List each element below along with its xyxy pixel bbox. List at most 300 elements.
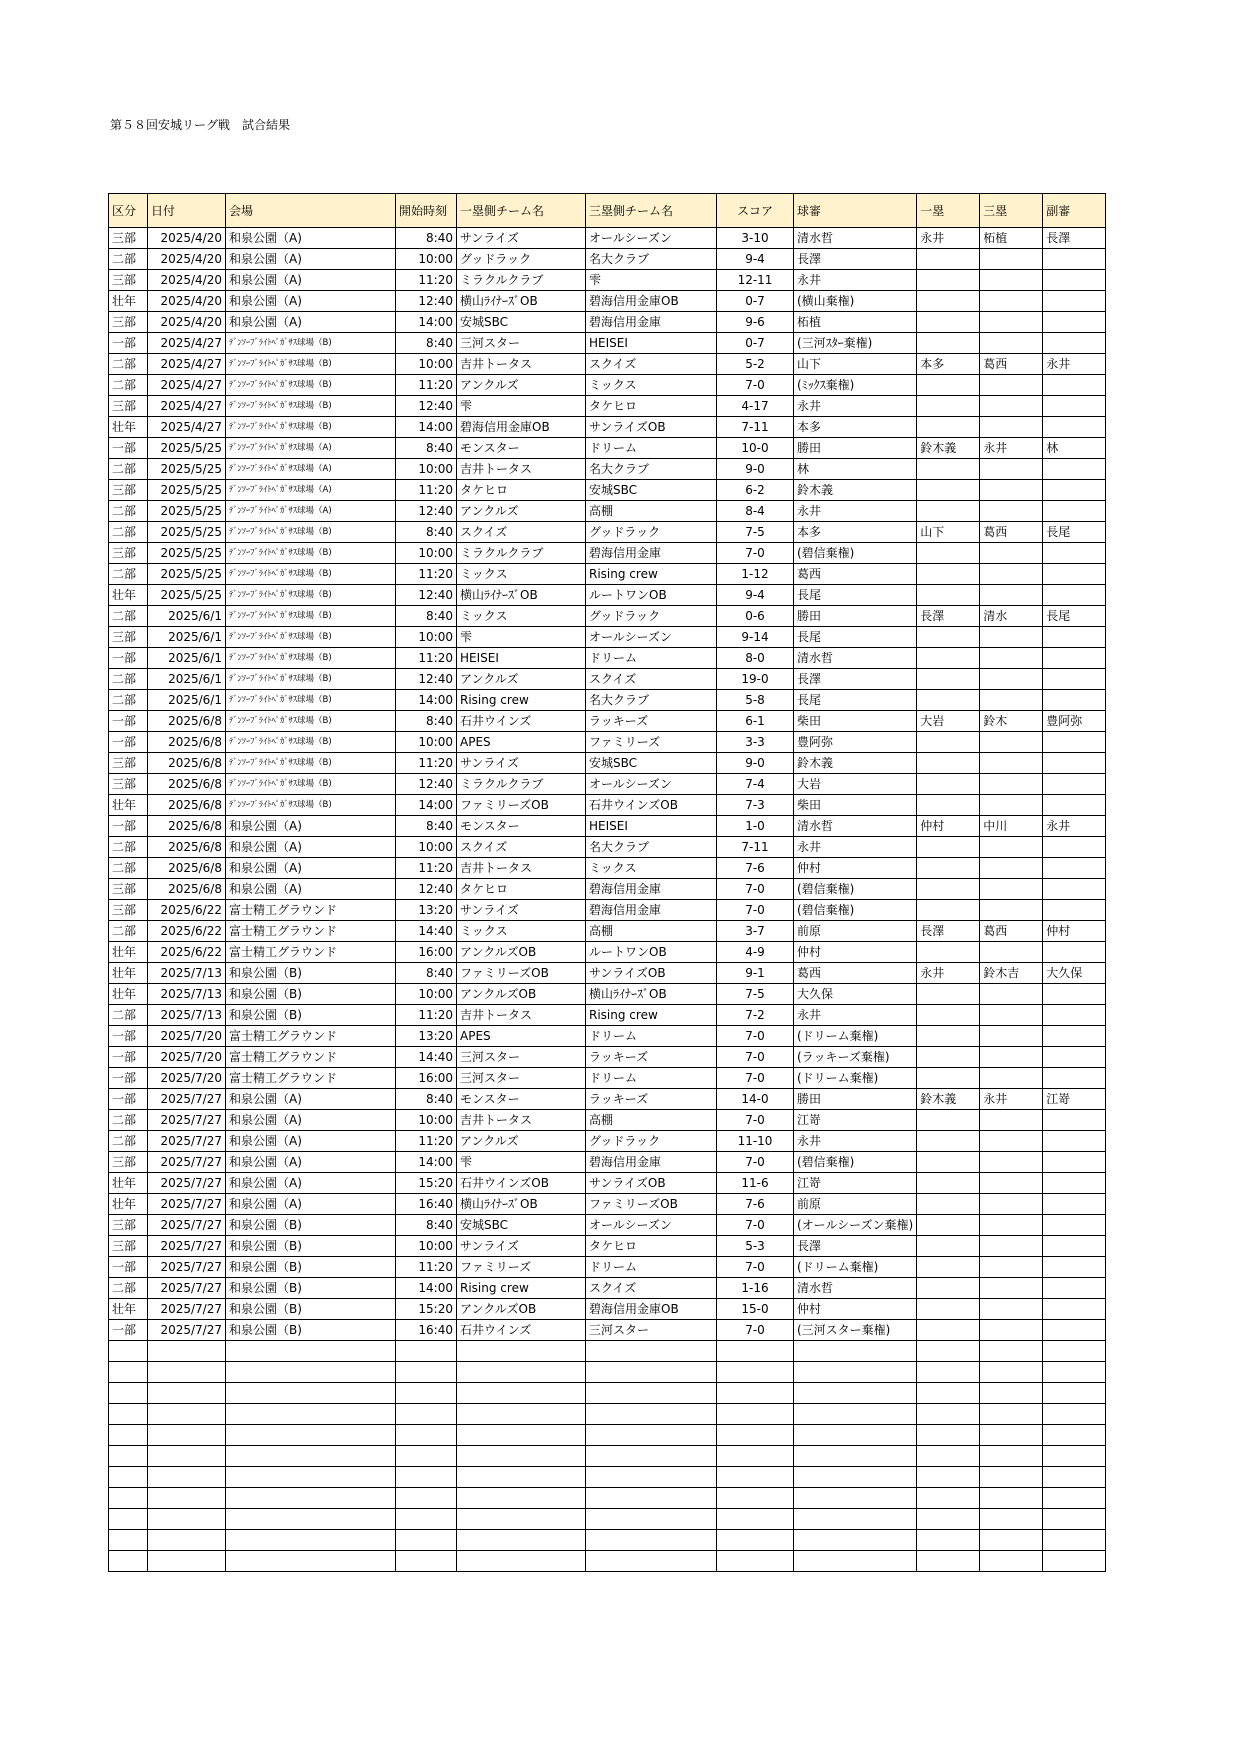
- third-umpire-cell: 柘植: [980, 228, 1043, 249]
- empty-row: [109, 1362, 1106, 1383]
- date-cell: 2025/6/8: [148, 774, 226, 795]
- division-cell: 二部: [109, 1005, 148, 1026]
- division-cell: 三部: [109, 1215, 148, 1236]
- empty-cell: [917, 1551, 980, 1572]
- first-umpire-cell: [917, 900, 980, 921]
- first-umpire-cell: [917, 648, 980, 669]
- date-cell: 2025/7/27: [148, 1299, 226, 1320]
- table-row: [109, 795, 1106, 816]
- date-cell: 2025/7/27: [148, 1152, 226, 1173]
- third-umpire-cell: [980, 858, 1043, 879]
- empty-cell: [148, 1509, 226, 1530]
- venue-cell: 和泉公園（B): [226, 1278, 396, 1299]
- score-cell: 7-0: [717, 900, 794, 921]
- page-title: 第５８回安城リーグ戦 試合結果: [110, 118, 291, 132]
- first-umpire-cell: [917, 291, 980, 312]
- first-umpire-cell: [917, 1257, 980, 1278]
- score-cell: 7-0: [717, 1047, 794, 1068]
- date-cell: 2025/7/27: [148, 1194, 226, 1215]
- third-umpire-cell: [980, 1026, 1043, 1047]
- venue-cell: 富士精工グラウンド: [226, 1068, 396, 1089]
- date-cell: 2025/4/27: [148, 333, 226, 354]
- plate-umpire-cell: 清水哲: [794, 648, 917, 669]
- empty-cell: [586, 1509, 717, 1530]
- sub-umpire-cell: [1043, 669, 1106, 690]
- plate-umpire-cell: 永井: [794, 270, 917, 291]
- division-cell: 三部: [109, 396, 148, 417]
- plate-umpire-cell: 林: [794, 459, 917, 480]
- sub-umpire-cell: 大久保: [1043, 963, 1106, 984]
- first-umpire-cell: [917, 1152, 980, 1173]
- first-umpire-cell: [917, 753, 980, 774]
- sub-umpire-cell: [1043, 879, 1106, 900]
- table-row: [109, 942, 1106, 963]
- table-row: [109, 1257, 1106, 1278]
- empty-cell: [980, 1509, 1043, 1530]
- date-cell: 2025/5/25: [148, 564, 226, 585]
- empty-cell: [980, 1467, 1043, 1488]
- third-base-team-cell: HEISEI: [586, 816, 717, 837]
- sub-umpire-cell: [1043, 984, 1106, 1005]
- first-base-team-cell: 横山ﾗｲﾅｰｽﾞOB: [457, 1194, 586, 1215]
- division-cell: 二部: [109, 1131, 148, 1152]
- third-umpire-cell: [980, 1194, 1043, 1215]
- sub-umpire-cell: [1043, 1320, 1106, 1341]
- sub-umpire-cell: [1043, 543, 1106, 564]
- first-base-team-cell: 横山ﾗｲﾅｰｽﾞOB: [457, 291, 586, 312]
- first-base-team-cell: 雫: [457, 396, 586, 417]
- first-base-team-cell: APES: [457, 1026, 586, 1047]
- plate-umpire-cell: 鈴木義: [794, 753, 917, 774]
- empty-cell: [794, 1509, 917, 1530]
- third-base-team-cell: ファミリーズOB: [586, 1194, 717, 1215]
- division-cell: 壮年: [109, 417, 148, 438]
- score-cell: 5-8: [717, 690, 794, 711]
- date-cell: 2025/6/1: [148, 627, 226, 648]
- plate-umpire-cell: (ﾐｯｸｽ棄権): [794, 375, 917, 396]
- empty-cell: [980, 1383, 1043, 1404]
- venue-cell: 和泉公園（A): [226, 837, 396, 858]
- score-cell: 0-7: [717, 291, 794, 312]
- first-base-team-cell: 吉井トータス: [457, 459, 586, 480]
- sub-umpire-cell: 長尾: [1043, 606, 1106, 627]
- third-base-team-cell: 三河スター: [586, 1320, 717, 1341]
- first-umpire-cell: 永井: [917, 963, 980, 984]
- division-cell: 一部: [109, 648, 148, 669]
- date-cell: 2025/6/1: [148, 669, 226, 690]
- empty-cell: [1043, 1551, 1106, 1572]
- third-base-team-cell: タケヒロ: [586, 1236, 717, 1257]
- empty-cell: [794, 1446, 917, 1467]
- venue-cell: ﾃﾞﾝｿｰﾌﾞﾗｲﾄﾍﾟｶﾞｻｽ球場（A): [226, 480, 396, 501]
- empty-cell: [794, 1488, 917, 1509]
- date-cell: 2025/7/27: [148, 1257, 226, 1278]
- third-base-team-cell: オールシーズン: [586, 774, 717, 795]
- score-cell: 9-0: [717, 459, 794, 480]
- third-umpire-cell: [980, 753, 1043, 774]
- start-time-cell: 8:40: [396, 1089, 457, 1110]
- first-base-team-cell: タケヒロ: [457, 480, 586, 501]
- division-cell: 三部: [109, 1152, 148, 1173]
- table-row: [109, 1320, 1106, 1341]
- empty-cell: [1043, 1404, 1106, 1425]
- third-umpire-cell: 永井: [980, 438, 1043, 459]
- venue-cell: ﾃﾞﾝｿｰﾌﾞﾗｲﾄﾍﾟｶﾞｻｽ球場（B): [226, 396, 396, 417]
- third-umpire-cell: [980, 1236, 1043, 1257]
- empty-cell: [980, 1362, 1043, 1383]
- empty-cell: [148, 1467, 226, 1488]
- plate-umpire-cell: (碧信棄権): [794, 879, 917, 900]
- score-cell: 7-4: [717, 774, 794, 795]
- date-cell: 2025/6/8: [148, 795, 226, 816]
- venue-cell: 和泉公園（A): [226, 1131, 396, 1152]
- start-time-cell: 10:00: [396, 732, 457, 753]
- third-base-team-cell: オールシーズン: [586, 1215, 717, 1236]
- third-base-team-cell: 高棚: [586, 501, 717, 522]
- start-time-cell: 8:40: [396, 438, 457, 459]
- empty-cell: [226, 1467, 396, 1488]
- first-umpire-cell: [917, 564, 980, 585]
- start-time-cell: 8:40: [396, 963, 457, 984]
- first-base-team-cell: アンクルズOB: [457, 984, 586, 1005]
- start-time-cell: 11:20: [396, 375, 457, 396]
- first-umpire-cell: [917, 837, 980, 858]
- table-row: [109, 921, 1106, 942]
- score-cell: 7-3: [717, 795, 794, 816]
- sub-umpire-cell: [1043, 417, 1106, 438]
- table-row: [109, 585, 1106, 606]
- division-cell: 壮年: [109, 291, 148, 312]
- venue-cell: 富士精工グラウンド: [226, 921, 396, 942]
- date-cell: 2025/7/13: [148, 963, 226, 984]
- first-base-team-cell: スクイズ: [457, 837, 586, 858]
- empty-cell: [226, 1509, 396, 1530]
- empty-cell: [226, 1383, 396, 1404]
- score-cell: 6-1: [717, 711, 794, 732]
- plate-umpire-cell: 清水哲: [794, 1278, 917, 1299]
- header-plate-umpire: 球審: [794, 194, 917, 228]
- sub-umpire-cell: [1043, 1026, 1106, 1047]
- score-cell: 14-0: [717, 1089, 794, 1110]
- empty-cell: [109, 1383, 148, 1404]
- empty-cell: [148, 1530, 226, 1551]
- date-cell: 2025/6/8: [148, 711, 226, 732]
- venue-cell: 富士精工グラウンド: [226, 942, 396, 963]
- empty-cell: [148, 1362, 226, 1383]
- start-time-cell: 14:40: [396, 1047, 457, 1068]
- empty-cell: [717, 1467, 794, 1488]
- score-cell: 3-7: [717, 921, 794, 942]
- empty-cell: [1043, 1341, 1106, 1362]
- venue-cell: 和泉公園（A): [226, 858, 396, 879]
- first-umpire-cell: [917, 585, 980, 606]
- plate-umpire-cell: 永井: [794, 396, 917, 417]
- empty-row: [109, 1551, 1106, 1572]
- start-time-cell: 8:40: [396, 522, 457, 543]
- plate-umpire-cell: 永井: [794, 837, 917, 858]
- empty-row: [109, 1530, 1106, 1551]
- third-base-team-cell: 碧海信用金庫: [586, 543, 717, 564]
- empty-cell: [226, 1362, 396, 1383]
- third-base-team-cell: HEISEI: [586, 333, 717, 354]
- start-time-cell: 11:20: [396, 858, 457, 879]
- third-base-team-cell: 名大クラブ: [586, 690, 717, 711]
- table-row: [109, 1110, 1106, 1131]
- venue-cell: ﾃﾞﾝｿｰﾌﾞﾗｲﾄﾍﾟｶﾞｻｽ球場（B): [226, 648, 396, 669]
- score-cell: 9-0: [717, 753, 794, 774]
- venue-cell: 和泉公園（B): [226, 1320, 396, 1341]
- empty-cell: [457, 1551, 586, 1572]
- plate-umpire-cell: 長澤: [794, 1236, 917, 1257]
- date-cell: 2025/6/22: [148, 900, 226, 921]
- empty-cell: [980, 1341, 1043, 1362]
- date-cell: 2025/7/27: [148, 1131, 226, 1152]
- empty-cell: [586, 1425, 717, 1446]
- first-base-team-cell: 三河スター: [457, 333, 586, 354]
- venue-cell: 和泉公園（A): [226, 270, 396, 291]
- empty-row: [109, 1425, 1106, 1446]
- first-base-team-cell: 石井ウインズ: [457, 711, 586, 732]
- division-cell: 壮年: [109, 1173, 148, 1194]
- empty-cell: [717, 1404, 794, 1425]
- start-time-cell: 11:20: [396, 480, 457, 501]
- division-cell: 一部: [109, 1068, 148, 1089]
- plate-umpire-cell: 山下: [794, 354, 917, 375]
- venue-cell: ﾃﾞﾝｿｰﾌﾞﾗｲﾄﾍﾟｶﾞｻｽ球場（B): [226, 564, 396, 585]
- first-umpire-cell: [917, 795, 980, 816]
- empty-cell: [457, 1530, 586, 1551]
- sub-umpire-cell: [1043, 333, 1106, 354]
- date-cell: 2025/6/8: [148, 753, 226, 774]
- table-row: [109, 459, 1106, 480]
- first-base-team-cell: サンライズ: [457, 1236, 586, 1257]
- score-cell: 7-11: [717, 417, 794, 438]
- division-cell: 二部: [109, 249, 148, 270]
- venue-cell: 和泉公園（A): [226, 879, 396, 900]
- empty-cell: [1043, 1530, 1106, 1551]
- empty-cell: [457, 1467, 586, 1488]
- start-time-cell: 11:20: [396, 564, 457, 585]
- venue-cell: ﾃﾞﾝｿｰﾌﾞﾗｲﾄﾍﾟｶﾞｻｽ球場（B): [226, 690, 396, 711]
- first-base-team-cell: モンスター: [457, 816, 586, 837]
- date-cell: 2025/6/8: [148, 732, 226, 753]
- empty-cell: [109, 1341, 148, 1362]
- third-base-team-cell: ドリーム: [586, 1068, 717, 1089]
- date-cell: 2025/6/8: [148, 879, 226, 900]
- venue-cell: ﾃﾞﾝｿｰﾌﾞﾗｲﾄﾍﾟｶﾞｻｽ球場（B): [226, 711, 396, 732]
- venue-cell: ﾃﾞﾝｿｰﾌﾞﾗｲﾄﾍﾟｶﾞｻｽ球場（B): [226, 585, 396, 606]
- third-base-team-cell: 碧海信用金庫OB: [586, 1299, 717, 1320]
- table-row: [109, 900, 1106, 921]
- results-body: [109, 228, 1106, 1572]
- empty-row: [109, 1341, 1106, 1362]
- first-umpire-cell: [917, 774, 980, 795]
- venue-cell: ﾃﾞﾝｿｰﾌﾞﾗｲﾄﾍﾟｶﾞｻｽ球場（B): [226, 627, 396, 648]
- venue-cell: 和泉公園（B): [226, 1257, 396, 1278]
- table-row: [109, 1278, 1106, 1299]
- start-time-cell: 10:00: [396, 354, 457, 375]
- venue-cell: 和泉公園（A): [226, 312, 396, 333]
- plate-umpire-cell: 仲村: [794, 942, 917, 963]
- sub-umpire-cell: 永井: [1043, 816, 1106, 837]
- table-row: [109, 1005, 1106, 1026]
- third-umpire-cell: [980, 543, 1043, 564]
- third-umpire-cell: [980, 984, 1043, 1005]
- third-umpire-cell: 葛西: [980, 522, 1043, 543]
- table-row: [109, 1089, 1106, 1110]
- third-base-team-cell: ルートワンOB: [586, 585, 717, 606]
- table-row: [109, 1068, 1106, 1089]
- empty-cell: [717, 1509, 794, 1530]
- division-cell: 二部: [109, 606, 148, 627]
- plate-umpire-cell: 大岩: [794, 774, 917, 795]
- start-time-cell: 11:20: [396, 1257, 457, 1278]
- third-base-team-cell: Rising crew: [586, 1005, 717, 1026]
- division-cell: 壮年: [109, 585, 148, 606]
- third-base-team-cell: ファミリーズ: [586, 732, 717, 753]
- empty-cell: [917, 1509, 980, 1530]
- third-umpire-cell: [980, 1320, 1043, 1341]
- plate-umpire-cell: (三河スター棄権): [794, 1320, 917, 1341]
- first-base-team-cell: 碧海信用金庫OB: [457, 417, 586, 438]
- empty-cell: [917, 1467, 980, 1488]
- third-base-team-cell: ミックス: [586, 858, 717, 879]
- third-base-team-cell: スクイズ: [586, 354, 717, 375]
- table-row: [109, 879, 1106, 900]
- empty-cell: [1043, 1509, 1106, 1530]
- third-umpire-cell: [980, 375, 1043, 396]
- start-time-cell: 10:00: [396, 1110, 457, 1131]
- score-cell: 8-0: [717, 648, 794, 669]
- score-cell: 5-2: [717, 354, 794, 375]
- score-cell: 0-6: [717, 606, 794, 627]
- plate-umpire-cell: 長澤: [794, 249, 917, 270]
- date-cell: 2025/6/1: [148, 690, 226, 711]
- first-umpire-cell: [917, 690, 980, 711]
- division-cell: 二部: [109, 858, 148, 879]
- empty-cell: [794, 1404, 917, 1425]
- score-cell: 7-0: [717, 375, 794, 396]
- sub-umpire-cell: [1043, 1047, 1106, 1068]
- sub-umpire-cell: [1043, 1152, 1106, 1173]
- date-cell: 2025/4/20: [148, 270, 226, 291]
- division-cell: 一部: [109, 1026, 148, 1047]
- date-cell: 2025/5/25: [148, 438, 226, 459]
- third-umpire-cell: [980, 1110, 1043, 1131]
- start-time-cell: 14:00: [396, 312, 457, 333]
- empty-cell: [148, 1341, 226, 1362]
- first-base-team-cell: 吉井トータス: [457, 1110, 586, 1131]
- third-umpire-cell: [980, 1068, 1043, 1089]
- date-cell: 2025/4/20: [148, 228, 226, 249]
- division-cell: 二部: [109, 564, 148, 585]
- division-cell: 二部: [109, 459, 148, 480]
- table-row: [109, 1131, 1106, 1152]
- first-umpire-cell: [917, 627, 980, 648]
- division-cell: 三部: [109, 627, 148, 648]
- plate-umpire-cell: 葛西: [794, 564, 917, 585]
- third-base-team-cell: 高棚: [586, 1110, 717, 1131]
- date-cell: 2025/7/20: [148, 1068, 226, 1089]
- third-base-team-cell: ミックス: [586, 375, 717, 396]
- plate-umpire-cell: (ドリーム棄権): [794, 1068, 917, 1089]
- score-cell: 8-4: [717, 501, 794, 522]
- start-time-cell: 16:40: [396, 1194, 457, 1215]
- empty-cell: [396, 1530, 457, 1551]
- sub-umpire-cell: [1043, 1173, 1106, 1194]
- empty-cell: [794, 1341, 917, 1362]
- start-time-cell: 12:40: [396, 879, 457, 900]
- table-row: [109, 543, 1106, 564]
- first-umpire-cell: [917, 732, 980, 753]
- empty-row: [109, 1446, 1106, 1467]
- third-base-team-cell: スクイズ: [586, 669, 717, 690]
- division-cell: 二部: [109, 837, 148, 858]
- first-base-team-cell: 安城SBC: [457, 312, 586, 333]
- date-cell: 2025/4/27: [148, 417, 226, 438]
- first-base-team-cell: Rising crew: [457, 1278, 586, 1299]
- third-base-team-cell: 横山ﾗｲﾅｰｽﾞOB: [586, 984, 717, 1005]
- first-base-team-cell: アンクルズ: [457, 1131, 586, 1152]
- sub-umpire-cell: [1043, 1005, 1106, 1026]
- start-time-cell: 10:00: [396, 1236, 457, 1257]
- score-cell: 7-0: [717, 1215, 794, 1236]
- division-cell: 一部: [109, 438, 148, 459]
- third-umpire-cell: [980, 396, 1043, 417]
- start-time-cell: 12:40: [396, 291, 457, 312]
- table-row: [109, 1299, 1106, 1320]
- sub-umpire-cell: [1043, 774, 1106, 795]
- score-cell: 0-7: [717, 333, 794, 354]
- third-base-team-cell: タケヒロ: [586, 396, 717, 417]
- sub-umpire-cell: 仲村: [1043, 921, 1106, 942]
- sub-umpire-cell: [1043, 648, 1106, 669]
- score-cell: 9-1: [717, 963, 794, 984]
- third-base-team-cell: ラッキーズ: [586, 711, 717, 732]
- division-cell: 二部: [109, 375, 148, 396]
- sub-umpire-cell: [1043, 1110, 1106, 1131]
- first-umpire-cell: [917, 333, 980, 354]
- empty-cell: [396, 1362, 457, 1383]
- empty-cell: [148, 1425, 226, 1446]
- table-row: [109, 648, 1106, 669]
- table-row: [109, 963, 1106, 984]
- first-umpire-cell: [917, 375, 980, 396]
- venue-cell: ﾃﾞﾝｿｰﾌﾞﾗｲﾄﾍﾟｶﾞｻｽ球場（A): [226, 459, 396, 480]
- sub-umpire-cell: [1043, 459, 1106, 480]
- empty-cell: [917, 1425, 980, 1446]
- venue-cell: ﾃﾞﾝｿｰﾌﾞﾗｲﾄﾍﾟｶﾞｻｽ球場（B): [226, 774, 396, 795]
- empty-cell: [457, 1362, 586, 1383]
- plate-umpire-cell: (碧信棄権): [794, 900, 917, 921]
- empty-cell: [148, 1383, 226, 1404]
- table-row: [109, 438, 1106, 459]
- third-umpire-cell: [980, 669, 1043, 690]
- first-base-team-cell: 雫: [457, 1152, 586, 1173]
- third-base-team-cell: 名大クラブ: [586, 249, 717, 270]
- start-time-cell: 14:00: [396, 690, 457, 711]
- plate-umpire-cell: 江嵜: [794, 1110, 917, 1131]
- plate-umpire-cell: (ラッキーズ棄権): [794, 1047, 917, 1068]
- start-time-cell: 11:20: [396, 270, 457, 291]
- division-cell: 二部: [109, 921, 148, 942]
- venue-cell: ﾃﾞﾝｿｰﾌﾞﾗｲﾄﾍﾟｶﾞｻｽ球場（A): [226, 438, 396, 459]
- third-umpire-cell: 葛西: [980, 921, 1043, 942]
- division-cell: 二部: [109, 690, 148, 711]
- first-umpire-cell: [917, 480, 980, 501]
- sub-umpire-cell: [1043, 564, 1106, 585]
- venue-cell: 和泉公園（A): [226, 1194, 396, 1215]
